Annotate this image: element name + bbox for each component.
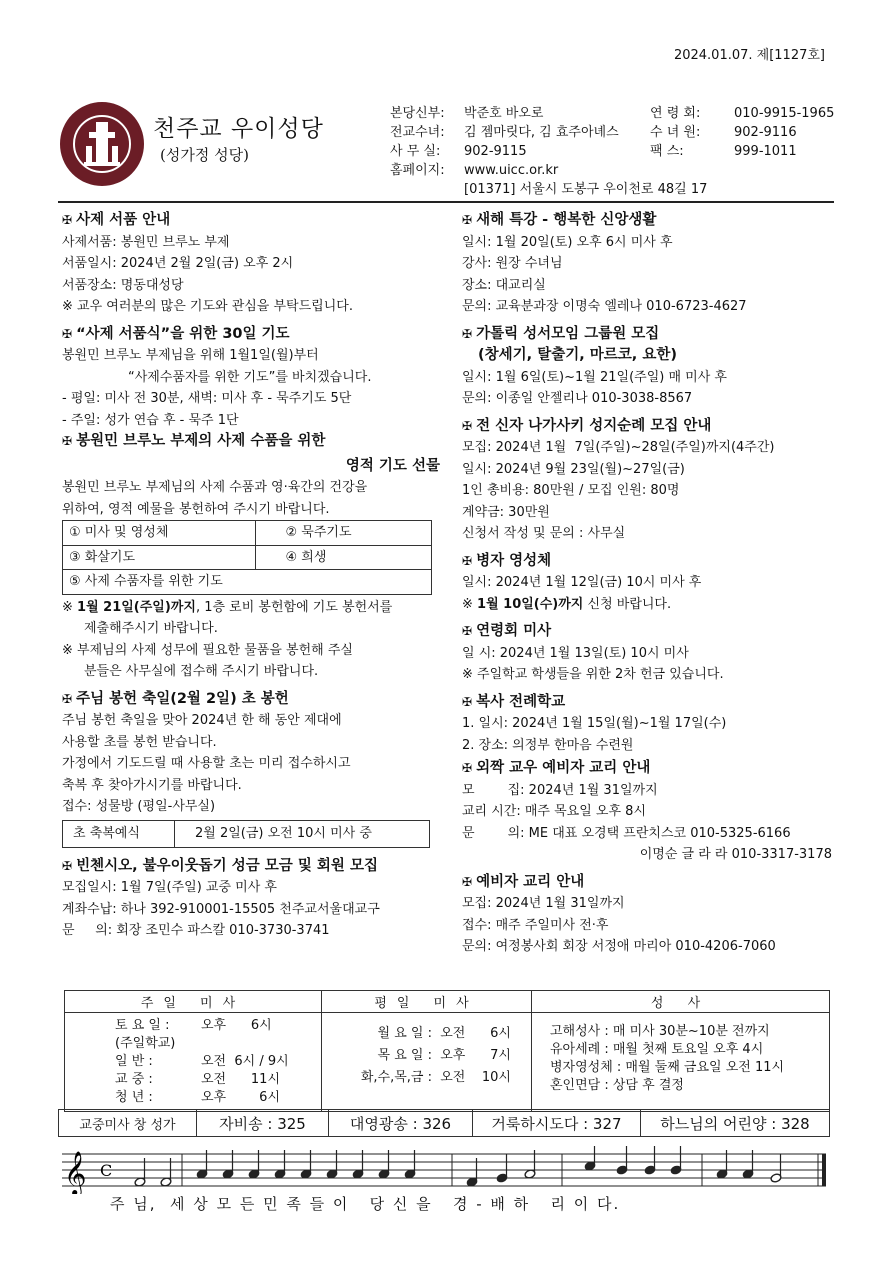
info-row [390,142,893,161]
text-line: 주님 봉헌 축일을 맞아 2024년 한 해 동안 제대에 [62,713,342,728]
text-line: 일시: 2024년 1월 12일(금) 10시 미사 후 [462,575,702,590]
sacrament-row: 고해성사 : 매 미사 30분~10분 전까지 [550,1024,770,1039]
text-line: 2. 장소: 의정부 한마음 수련원 [462,737,634,753]
cross-icon: ✠ [462,874,473,889]
info-cell: www.uicc.or.kr [464,163,559,178]
sacrament-row: 혼인면담 : 상담 후 결정 [550,1078,684,1093]
text-line: 일시: 1월 20일(토) 오후 6시 미사 후 [462,234,673,250]
info-cell: 전교수녀: [390,125,445,140]
info-cell: 902-9115 [464,144,527,159]
church-icon [60,102,144,186]
text-line: 가정에서 기도드릴 때 사용할 초는 미리 접수하시고 [62,756,351,771]
hymn-sanctus: 거룩하시도다 : 327 [473,1110,641,1136]
text-line: 문의: 교육분과장 이명숙 엘레나 010-6723-4627 [462,299,747,314]
text-line: 봉원민 브루노 부제님을 위해 1월1일(월)부터 [62,348,319,363]
text-line: 신청서 작성 및 문의 : 사무실 [462,526,626,541]
sunday-mass-header: 주일 미사 [65,991,322,1013]
section-subtitle: (창세기, 탈출기, 마르코, 요한) [478,347,677,363]
sunday-mass-list [65,1013,322,1112]
text-line: 문의: 여정봉사회 회장 서정애 마리아 010-4206-7060 [462,939,776,954]
text-line: 강사: 원장 수녀님 [462,256,563,271]
weekday-mass-row: 월 요 일 : 오전 6시 [377,1026,511,1041]
text-line: 문의: 이종일 안젤리나 010-3038-8567 [462,391,693,406]
sunday-mass-row: 청 년 : 오후 6시 [115,1090,281,1105]
info-row [390,180,893,199]
text-line: 서품장소: 명동대성당 [62,277,184,293]
text-line: ※ 교우 여러분의 많은 기도와 관심을 부탁드립니다. [62,299,353,314]
hymn-label: 교중미사 창 성가 [59,1110,197,1136]
info-cell: 박준호 바오로 [464,106,544,121]
note-line: ※ 1월 21일(주일)까지, 1층 로비 봉헌함에 기도 봉헌서를 [62,599,393,615]
text-line: 이명순 글 라 라 010-3317-3178 [639,847,832,862]
parish-name: 천주교 우이성당 [153,116,324,142]
info-row [390,123,893,142]
text-line: 축복 후 찾아가시기를 바랍니다. [62,777,242,793]
text-line: ※ 부제님의 사제 성무에 필요한 물품을 봉헌해 주실 [62,642,353,658]
header-divider [58,201,834,203]
info-cell [650,161,734,180]
text-line: 접수: 매주 주일미사 전·후 [462,917,609,933]
info-cell: 사 무 실: [390,144,441,159]
section-30day-prayer: ✠ “사제 서품식”을 위한 30일 기도 [62,325,290,342]
issue-number: 2024.01.07. 제[1127호] [673,48,825,63]
left-column [62,210,440,942]
sacrament-row: 병자영성체 : 매월 둘째 금요일 오전 11시 [550,1060,785,1075]
sunday-mass-row: 교 중 : 오전 11시 [115,1072,281,1087]
cross-icon: ✠ [62,691,73,706]
cross-icon: ✠ [462,553,473,568]
candle-blessing-table: 초 축복예식 2월 2일(금) 오전 10시 미사 중 [62,820,430,848]
weekday-mass-header: 평일 미사 [322,991,532,1013]
info-cell: 010-9915-1965 [734,106,835,121]
weekday-mass-row: 화,수,목,금 : 오전 10시 [360,1070,511,1085]
text-line: 모집: 2024년 1월 7일(주일)~28일(주일)까지(4주간) [462,440,775,455]
info-cell [864,180,893,199]
cross-icon: ✠ [62,858,73,873]
weekday-mass-list [322,1013,532,1112]
sunday-mass-row: 토 요 일 : 오후 6시 [115,1018,272,1033]
section-sick-communion: ✠ 병자 영성체 [462,552,552,569]
section-ordination: ✠ 사제 서품 안내 [62,212,171,228]
sacrament-list [532,1013,830,1112]
cross-icon: ✠ [62,326,73,341]
section-pilgrimage: ✠ 전 신자 나가사키 성지순례 모집 안내 [462,417,712,434]
info-cell: 연 령 회: [650,106,701,121]
text-line: 분들은 사무실에 접수해 주시기 바랍니다. [84,664,319,679]
info-cell: 902-9116 [734,125,797,140]
info-cell: 본당신부: [390,106,445,121]
music-staff [62,1146,832,1194]
note-line: ※ 1월 10일(수)까지 신청 바랍니다. [462,596,672,612]
cross-icon: ✠ [462,213,473,227]
section-catechumen: ✠ 예비자 교리 안내 [462,873,585,890]
text-line: 모집: 2024년 1월 31일까지 [462,896,625,911]
text-line: 사용할 초를 봉헌 받습니다. [62,734,217,750]
text-line: 계좌수납: 하나 392-910001-15505 천주교서울대교구 [62,901,380,917]
text-line: 교리 시간: 매주 목요일 오후 8시 [462,804,647,819]
cross-icon: ✠ [462,694,473,709]
svg-text:𝄞: 𝄞 [64,1151,87,1194]
text-line: 문 의: ME 대표 오경택 프란치스코 010-5325-6166 [462,825,791,841]
info-cell: 김 젬마릿다, 김 효주아녜스 [464,125,619,140]
svg-text:C: C [100,1161,113,1180]
parish-subtitle: (성가정 성당) [160,146,249,164]
text-line: 1. 일시: 2024년 1월 15일(월)~1월 17일(수) [462,716,727,731]
info-cell: 수 녀 원: [650,125,701,140]
parish-logo [60,102,144,186]
sacrament-header: 성 사 [532,991,830,1013]
hymn-bar [58,1109,830,1137]
section-candle-offering: ✠ 주님 봉헌 축일(2월 2일) 초 봉헌 [62,690,289,707]
section-bible-group: ✠ 가톨릭 성서모임 그룹원 모집 [462,325,660,342]
text-line: 사제서품: 봉원민 브루노 부제 [62,234,230,250]
info-cell: [01371] 서울시 도봉구 우이천로 48길 17 [464,182,708,197]
cross-icon: ✠ [462,624,473,638]
section-new-year-lecture: ✠ 새해 특강 - 행복한 신앙생활 [462,212,657,228]
text-line: - 주일: 성가 연습 후 - 묵주 1단 [62,412,239,428]
hymn-gloria: 대영광송 : 326 [329,1110,473,1136]
section-altar-school: ✠ 복사 전례학교 [462,693,566,710]
info-cell: 999-1011 [734,144,797,159]
cross-icon: ✠ [462,761,473,775]
text-line: 일시: 1월 6일(토)~1월 21일(주일) 매 미사 후 [462,369,727,385]
section-catechism-spouse: ✠ 외짝 교우 예비자 교리 안내 [462,760,651,776]
text-line: - 평일: 미사 전 30분, 새벽: 미사 후 - 묵주기도 5단 [62,391,352,406]
text-line: 모집일시: 1월 7일(주일) 교중 미사 후 [62,880,277,895]
hymn-agnus-dei: 하느님의 어린양 : 328 [660,1114,810,1133]
text-line: 제출해주시기 바랍니다. [84,621,218,636]
text-line: 위하여, 영적 예물을 봉헌하여 주시기 바랍니다. [62,501,330,517]
text-line: ※ 주일학교 학생들을 위한 2차 헌금 있습니다. [462,667,724,682]
text-line: 서품일시: 2024년 2월 2일(금) 오후 2시 [62,256,294,271]
text-line: 봉원민 브루노 부제님의 사제 수품과 영·육간의 건강을 [62,480,368,495]
weekday-mass-row: 목 요 일 : 오후 7시 [377,1048,511,1063]
info-row [390,161,893,180]
sacrament-row: 유아세례 : 매월 첫째 토요일 오후 4시 [550,1042,764,1057]
sunday-mass-row: 일 반 : 오전 6시 / 9시 [115,1054,289,1069]
cross-icon: ✠ [462,418,473,433]
cross-icon: ✠ [62,434,73,448]
text-line: 1인 총비용: 80만원 / 모집 인원: 80명 [462,483,680,498]
info-cell [390,180,464,199]
text-line: 모 집: 2024년 1월 31일까지 [462,782,658,798]
text-line: 일 시: 2024년 1월 13일(토) 10시 미사 [462,645,689,661]
info-cell: 팩 스: [650,144,684,159]
prayer-options-table: ① 미사 및 영성체 ② 묵주기도 ③ 화살기도 ④ 희생 ⑤ 사제 수품자를 위한 기도 [62,520,432,595]
text-line: 접수: 성물방 (평일-사무실) [62,799,216,814]
text-line: 문 의: 회장 조민수 파스칼 010-3730-3741 [62,923,330,938]
section-vincent: ✠ 빈첸시오, 불우이웃돕기 성금 모금 및 회원 모집 [62,857,378,874]
sunday-mass-row: (주일학교) [115,1036,176,1051]
text-line: 계약금: 30만원 [462,504,550,520]
mass-schedule-table [64,990,830,1112]
parish-info [390,104,893,199]
hymn-kyrie: 자비송 : 325 [197,1110,329,1136]
right-column [462,210,832,958]
info-row [390,104,893,123]
text-line: “사제수품자를 위한 기도”를 바치겠습니다. [128,369,372,385]
section-funeral-mass: ✠ 연령회 미사 [462,623,552,639]
cross-icon: ✠ [462,326,473,341]
text-line: 장소: 대교리실 [462,277,546,293]
section-subtitle: 영적 기도 선물 [345,457,440,474]
cross-icon: ✠ [62,213,73,227]
text-line: 일시: 2024년 9월 23일(월)~27일(금) [462,461,685,477]
hymn-lyrics: 주 님, 세 상 모 든 민 족 들 이 당 신 을 경 - 배 하 리 이 다. [110,1195,621,1213]
section-spiritual-gift: ✠ 봉원민 브루노 부제의 사제 수품을 위한 [62,433,326,449]
info-cell: 홈페이지: [390,163,445,178]
